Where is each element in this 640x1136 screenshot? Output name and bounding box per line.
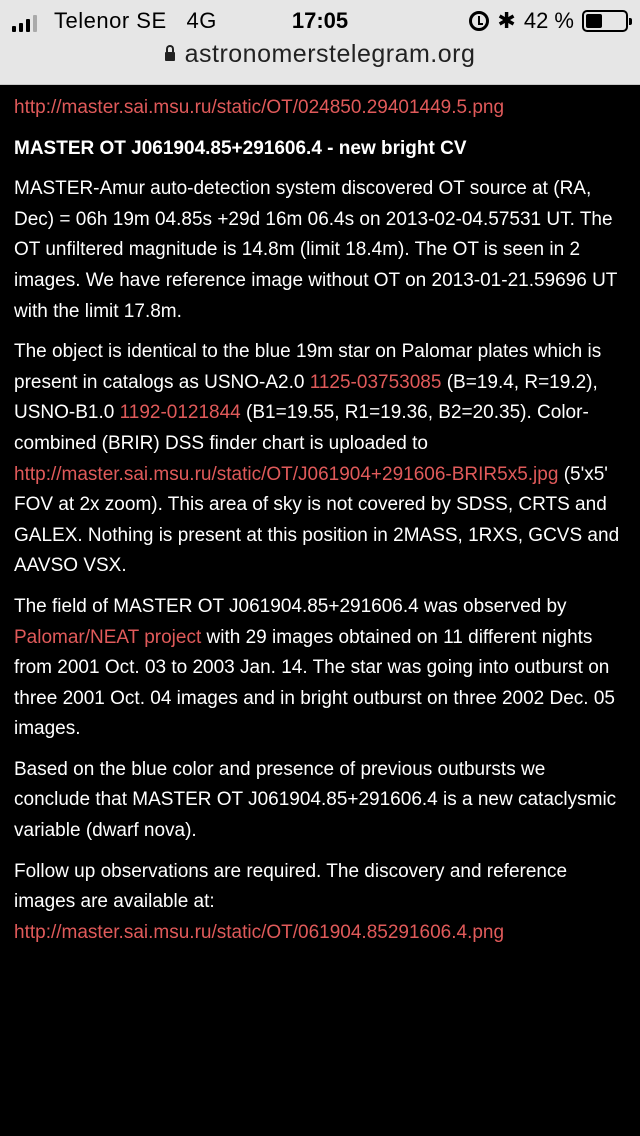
battery-icon	[582, 10, 628, 32]
palomar-neat-link[interactable]: Palomar/NEAT project	[14, 626, 202, 648]
paragraph-identification: The object is identical to the blue 19m star on Palomar plates which is present in catalogs as USNO-A2.0 1125-03753085 (B=19.4, R=19.2), USNO-B1.0 1192-0121844 (B1=19.55, R1=19.36, B2=20.35). Color-combined (BRIR) DSS finder chart is uploaded to http://master.sai.msu.ru/static/OT/J061904+291606-BRIR5x5.jpg (5'x5' FOV at 2x zoom). This area of sky is not covered by SDSS, CRTS and GALEX. Nothing is present at this position in 2MASS, 1RXS, GCVS and AAVSO VSX.	[14, 341, 620, 577]
usno-b1-link[interactable]: 1192-0121844	[119, 402, 241, 424]
paragraph-discovery: MASTER-Amur auto-detection system discovered OT source at (RA, Dec) = 06h 19m 04.85s +29d 16m 06.4s on 2013-02-04.57531 UT. The OT unfiltered magnitude is 14.8m (limit 18.4m). The OT is seen in 2 images. We have reference image without OT on 2013-01-21.59696 UT with the limit 17.8m.	[14, 178, 618, 322]
lock-icon	[165, 52, 175, 61]
battery-percent: 42 %	[523, 8, 574, 33]
telegram-title: MASTER OT J061904.85+291606.4 - new bright CV	[14, 137, 467, 159]
paragraph-history: The field of MASTER OT J061904.85+291606.4 was observed by Palomar/NEAT project with 29 images obtained on 11 different nights from 2001 Oct. 03 to 2003 Jan. 14. The star was going into outburst on three 2001 Oct. 04 images and in bright outburst on three 2002 Dec. 05 images.	[14, 595, 615, 740]
browser-status-bar	[0, 0, 640, 85]
url-domain: astronomerstelegram.org	[184, 40, 476, 68]
usno-a2-link[interactable]: 1125-03753085	[309, 371, 442, 393]
finder-chart-link[interactable]: http://master.sai.msu.ru/static/OT/J061904+291606-BRIR5x5.jpg	[14, 463, 559, 485]
telegram-body	[14, 84, 624, 958]
top-image-link[interactable]: http://master.sai.msu.ru/static/OT/024850.29401449.5.png	[14, 97, 505, 118]
discovery-image-link[interactable]: http://master.sai.msu.ru/static/OT/061904.85291606.4.png	[14, 921, 505, 943]
alarm-icon	[469, 11, 489, 31]
address-bar[interactable]	[0, 40, 640, 69]
network-type: 4G	[186, 8, 217, 33]
paragraph-followup: Follow up observations are required. The discovery and reference images are available at: http://master.sai.msu.ru/static/OT/061904.85291606.4.png	[14, 860, 568, 943]
carrier-label: Telenor SE 4G	[54, 8, 217, 33]
clock: 17:05	[291, 8, 349, 33]
paragraph-conclusion: Based on the blue color and presence of previous outbursts we conclude that MASTER OT J061904.85+291606.4 is a new cataclysmic variable (dwarf nova).	[14, 758, 617, 842]
bluetooth-icon: ✱	[497, 8, 516, 33]
